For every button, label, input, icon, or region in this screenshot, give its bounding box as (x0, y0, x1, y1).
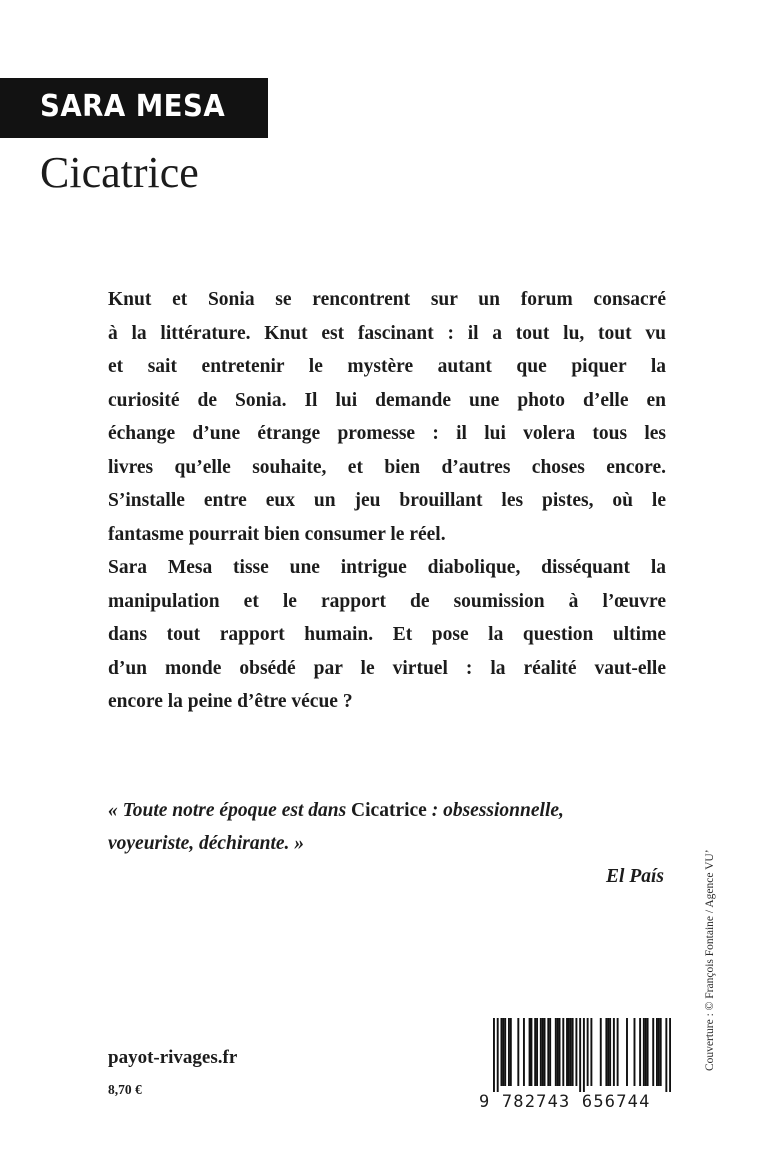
blurb-line: encore la peine d’être vécue ? (108, 691, 353, 712)
barcode-bar (587, 1018, 589, 1086)
quote-suffix: : obsessionnelle, (426, 800, 564, 821)
barcode-bar (570, 1018, 572, 1086)
quote-book-title: Cicatrice (351, 800, 427, 821)
blurb-line: curiosité de Sonia. Il lui demande une photo d’elle en (108, 389, 666, 411)
barcode-bar (656, 1018, 658, 1086)
barcode-bar (562, 1018, 564, 1086)
barcode-bar (523, 1018, 525, 1086)
barcode-bar (658, 1018, 660, 1086)
barcode-bars (493, 1018, 671, 1092)
barcode-bar (529, 1018, 531, 1086)
barcode-bar (493, 1018, 495, 1092)
author-name: SARA MESA (40, 89, 226, 124)
barcode-bar (508, 1018, 510, 1086)
barcode-bar (530, 1018, 532, 1086)
blurb-line: fantasme pourrait bien consumer le réel. (108, 523, 446, 545)
barcode-bar (572, 1018, 574, 1086)
blurb-line: manipulation et le rapport de soumission à l’œuvre (108, 590, 666, 612)
barcode-bar (534, 1018, 536, 1086)
barcode-bar (568, 1018, 570, 1086)
blurb-line: livres qu’elle souhaite, et bien d’autres choses encore. (108, 456, 666, 478)
barcode-bar (540, 1018, 542, 1086)
blurb-line: et sait entretenir le mystère autant que piquer la (108, 356, 666, 377)
barcode-bar (613, 1018, 615, 1086)
barcode-bar (504, 1018, 506, 1086)
barcode-bar (575, 1018, 577, 1086)
barcode-bar (502, 1018, 504, 1086)
barcode-bar (652, 1018, 654, 1086)
blurb-line: S’installe entre eux un jeu brouillant les pistes, où le (108, 490, 666, 511)
quote-line-2: voyeuriste, déchirante. » (108, 833, 305, 854)
barcode-bar (639, 1018, 641, 1086)
blurb-line: échange d’une étrange promesse : il lui volera tous les (108, 423, 666, 444)
barcode-bar (559, 1018, 561, 1086)
cover-credit: Couverture : © François Fontaine / Agence VU’ (704, 849, 716, 1071)
barcode-bar (669, 1018, 671, 1092)
blurb-line: dans tout rapport humain. Et pose la question ultime (108, 624, 666, 645)
quote-line-1 (108, 794, 668, 827)
barcode-bar (605, 1018, 607, 1086)
barcode-bar (600, 1018, 602, 1086)
barcode-bar (557, 1018, 559, 1086)
isbn-barcode (479, 1018, 671, 1113)
barcode-bar (566, 1018, 568, 1086)
blurb-line: d’un monde obsédé par le virtuel : la réalité vaut-elle (108, 657, 666, 679)
barcode-bar (510, 1018, 512, 1086)
barcode-bar (555, 1018, 557, 1086)
press-quote (108, 794, 668, 893)
book-title: Cicatrice (40, 148, 199, 197)
blurb-line: à la littérature. Knut est fascinant : il a tout lu, tout vu (108, 322, 666, 344)
barcode-bar (542, 1018, 544, 1086)
blurb-text (108, 283, 666, 719)
barcode-bar (497, 1018, 499, 1092)
barcode-bar (665, 1018, 667, 1092)
barcode-bar (647, 1018, 649, 1086)
blurb-line: Sara Mesa tisse une intrigue diabolique, disséquant la (108, 557, 666, 578)
barcode-bar (609, 1018, 611, 1086)
barcode-bar (617, 1018, 619, 1086)
barcode-bar (660, 1018, 662, 1086)
barcode-bar (643, 1018, 645, 1086)
price: 8,70 € (108, 1082, 142, 1097)
quote-prefix: « Toute notre époque est dans (108, 800, 352, 821)
barcode-bar (500, 1018, 502, 1086)
blurb-line: Knut et Sonia se rencontrent sur un forum consacré (108, 289, 666, 310)
quote-source: El País (606, 866, 664, 887)
barcode-bar (645, 1018, 647, 1086)
barcode-bar (579, 1018, 581, 1092)
publisher-website: payot-rivages.fr (108, 1047, 238, 1068)
author-band (0, 78, 268, 138)
barcode-bar (634, 1018, 636, 1086)
barcode-bar (517, 1018, 519, 1086)
isbn-digits: 9 782743 656744 (479, 1092, 651, 1112)
barcode-bar (626, 1018, 628, 1086)
barcode-bar (607, 1018, 609, 1086)
barcode-bar (544, 1018, 546, 1086)
barcode-bar (547, 1018, 549, 1086)
barcode-bar (583, 1018, 585, 1092)
barcode-bar (536, 1018, 538, 1086)
barcode-bar (590, 1018, 592, 1086)
barcode-bar (549, 1018, 551, 1086)
